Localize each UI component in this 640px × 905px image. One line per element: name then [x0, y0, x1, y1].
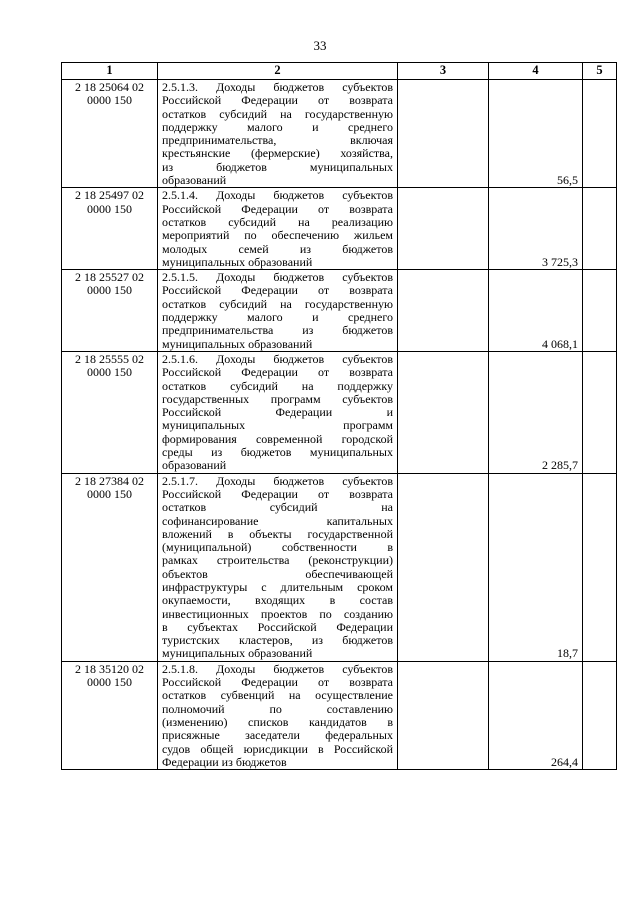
revenue-name-line: образований — [162, 173, 227, 188]
revenue-name-line: муниципальных образований — [162, 254, 313, 269]
header-col-1: 1 — [62, 63, 158, 80]
header-col-3: 3 — [398, 63, 489, 80]
revenue-name-line: предпринимательства из бюджетов — [162, 323, 393, 338]
revenue-name-line: формирования современной городской — [162, 431, 393, 446]
revenue-name-line: муниципальных образований — [162, 646, 313, 661]
revenue-name-line: 2.5.1.4. Доходы бюджетов субъектов — [162, 188, 393, 203]
revenue-name-line: (изменению) списков кандидатов в — [162, 714, 393, 729]
revenue-code-cell — [62, 188, 158, 270]
column-5-cell — [583, 351, 617, 473]
revenue-name-cell — [158, 270, 398, 352]
revenue-name-line: объектов обеспечивающей — [162, 566, 393, 581]
revenue-name-line: остатков субсидий на — [162, 500, 393, 515]
revenue-name-line: присяжные заседатели федеральных — [162, 728, 393, 743]
revenue-code-cell — [62, 80, 158, 188]
revenue-code-line: 2 18 25527 02 — [75, 270, 144, 285]
revenue-name-line: государственных программ субъектов — [162, 391, 393, 406]
column-5-cell — [583, 80, 617, 188]
revenue-name-line: остатков субсидий на государственную — [162, 296, 393, 311]
amount-cell: 18,7 — [489, 473, 583, 661]
revenue-name-line: софинансирование капитальных — [162, 513, 393, 528]
revenue-name-line: среды из бюджетов муниципальных — [162, 445, 393, 460]
revenue-name-line: Российской Федерации от возврата — [162, 486, 393, 501]
revenue-code-cell — [62, 661, 158, 769]
table-row — [62, 473, 617, 661]
revenue-name-line: 2.5.1.5. Доходы бюджетов субъектов — [162, 270, 393, 285]
revenue-name-line: Российской Федерации от возврата — [162, 201, 393, 216]
column-3-cell — [398, 188, 489, 270]
revenue-name-cell — [158, 473, 398, 661]
table-row — [62, 661, 617, 769]
revenue-code-cell — [62, 351, 158, 473]
revenue-name-line: 2.5.1.8. Доходы бюджетов субъектов — [162, 661, 393, 676]
revenue-name-line: поддержку малого и среднего — [162, 310, 393, 325]
revenue-name-line: мероприятий по обеспечению жильем — [162, 228, 393, 243]
revenue-name-line: туристских кластеров, из бюджетов — [162, 633, 393, 648]
revenue-name-line: Российской Федерации от возврата — [162, 93, 393, 108]
column-5-cell — [583, 270, 617, 352]
revenue-code-line: 2 18 35120 02 — [75, 661, 144, 676]
amount-cell: 3 725,3 — [489, 188, 583, 270]
revenue-name-line: инфраструктуры с длительным сроком — [162, 579, 393, 594]
revenue-code-line: 0000 150 — [87, 486, 132, 501]
column-3-cell — [398, 80, 489, 188]
amount-cell: 56,5 — [489, 80, 583, 188]
revenue-name-cell — [158, 188, 398, 270]
revenue-code-line: 2 18 25555 02 — [75, 351, 144, 366]
revenue-name-line: инвестиционных проектов по созданию — [162, 606, 393, 621]
column-3-cell — [398, 351, 489, 473]
header-col-5: 5 — [583, 63, 617, 80]
table-row — [62, 351, 617, 473]
revenue-name-line: остатков субсидий на реализацию — [162, 214, 393, 229]
revenue-code-cell — [62, 473, 158, 661]
revenue-code-line: 2 18 25064 02 — [75, 80, 144, 94]
column-5-cell — [583, 188, 617, 270]
revenue-code-line: 0000 150 — [87, 675, 132, 690]
column-5-cell — [583, 661, 617, 769]
revenue-name-cell — [158, 80, 398, 188]
amount-cell: 264,4 — [489, 661, 583, 769]
revenue-code-line: 2 18 27384 02 — [75, 473, 144, 488]
column-5-cell — [583, 473, 617, 661]
revenue-name-line: вложений в объекты государственной — [162, 526, 393, 541]
revenue-name-line: окупаемости, входящих в состав — [162, 593, 393, 608]
header-col-4: 4 — [489, 63, 583, 80]
page-number: 33 — [313, 38, 327, 53]
revenue-name-line: Российской Федерации и — [162, 405, 393, 420]
revenue-name-line: (муниципальной) собственности в — [162, 540, 393, 555]
revenue-name-line: Российской Федерации от возврата — [162, 675, 393, 690]
revenue-name-line: рамках строительства (реконструкции) — [162, 553, 393, 568]
revenue-name-line: молодых семей из бюджетов — [162, 241, 393, 256]
column-3-cell — [398, 473, 489, 661]
column-3-cell — [398, 270, 489, 352]
revenue-name-line: поддержку малого и среднего — [162, 119, 393, 134]
table-header-row — [62, 63, 617, 80]
revenue-code-line: 0000 150 — [87, 283, 132, 298]
revenue-name-line: 2.5.1.6. Доходы бюджетов субъектов — [162, 351, 393, 366]
revenue-name-line: остатков субвенций на осуществление — [162, 688, 393, 703]
revenue-code-line: 2 18 25497 02 — [75, 188, 144, 203]
revenue-code-line: 0000 150 — [87, 201, 132, 216]
revenue-name-cell — [158, 351, 398, 473]
revenue-name-line: образований — [162, 458, 227, 473]
revenue-name-cell — [158, 661, 398, 769]
revenue-code-line: 0000 150 — [87, 365, 132, 380]
revenue-name-line: предпринимательства, включая — [162, 133, 393, 148]
revenue-name-line: 2.5.1.7. Доходы бюджетов субъектов — [162, 473, 393, 488]
revenue-code-cell — [62, 270, 158, 352]
table-row — [62, 270, 617, 352]
table-body — [62, 80, 617, 770]
revenue-name-line: муниципальных образований — [162, 336, 313, 351]
table-row — [62, 80, 617, 188]
revenue-name-line: остатков субсидий на поддержку — [162, 378, 393, 393]
amount-cell: 2 285,7 — [489, 351, 583, 473]
revenue-name-line: 2.5.1.3. Доходы бюджетов субъектов — [162, 80, 393, 94]
revenue-name-line: Российской Федерации от возврата — [162, 365, 393, 380]
revenue-name-line: из бюджетов муниципальных — [162, 159, 393, 174]
revenue-name-line: крестьянские (фермерские) хозяйства, — [162, 146, 393, 161]
revenue-name-line: Российской Федерации от возврата — [162, 283, 393, 298]
revenue-name-line: судов общей юрисдикции в Российской — [162, 741, 393, 756]
revenue-name-line: в субъектах Российской Федерации — [162, 619, 393, 634]
column-3-cell — [398, 661, 489, 769]
revenue-code-line: 0000 150 — [87, 93, 132, 108]
revenue-name-line: муниципальных программ — [162, 418, 393, 433]
revenue-name-line: полномочий по составлению — [162, 701, 393, 716]
header-col-2: 2 — [158, 63, 398, 80]
table-row — [62, 188, 617, 270]
amount-cell: 4 068,1 — [489, 270, 583, 352]
budget-table — [61, 62, 617, 770]
revenue-name-line: Федерации из бюджетов — [162, 754, 287, 769]
revenue-name-line: остатков субсидий на государственную — [162, 106, 393, 121]
